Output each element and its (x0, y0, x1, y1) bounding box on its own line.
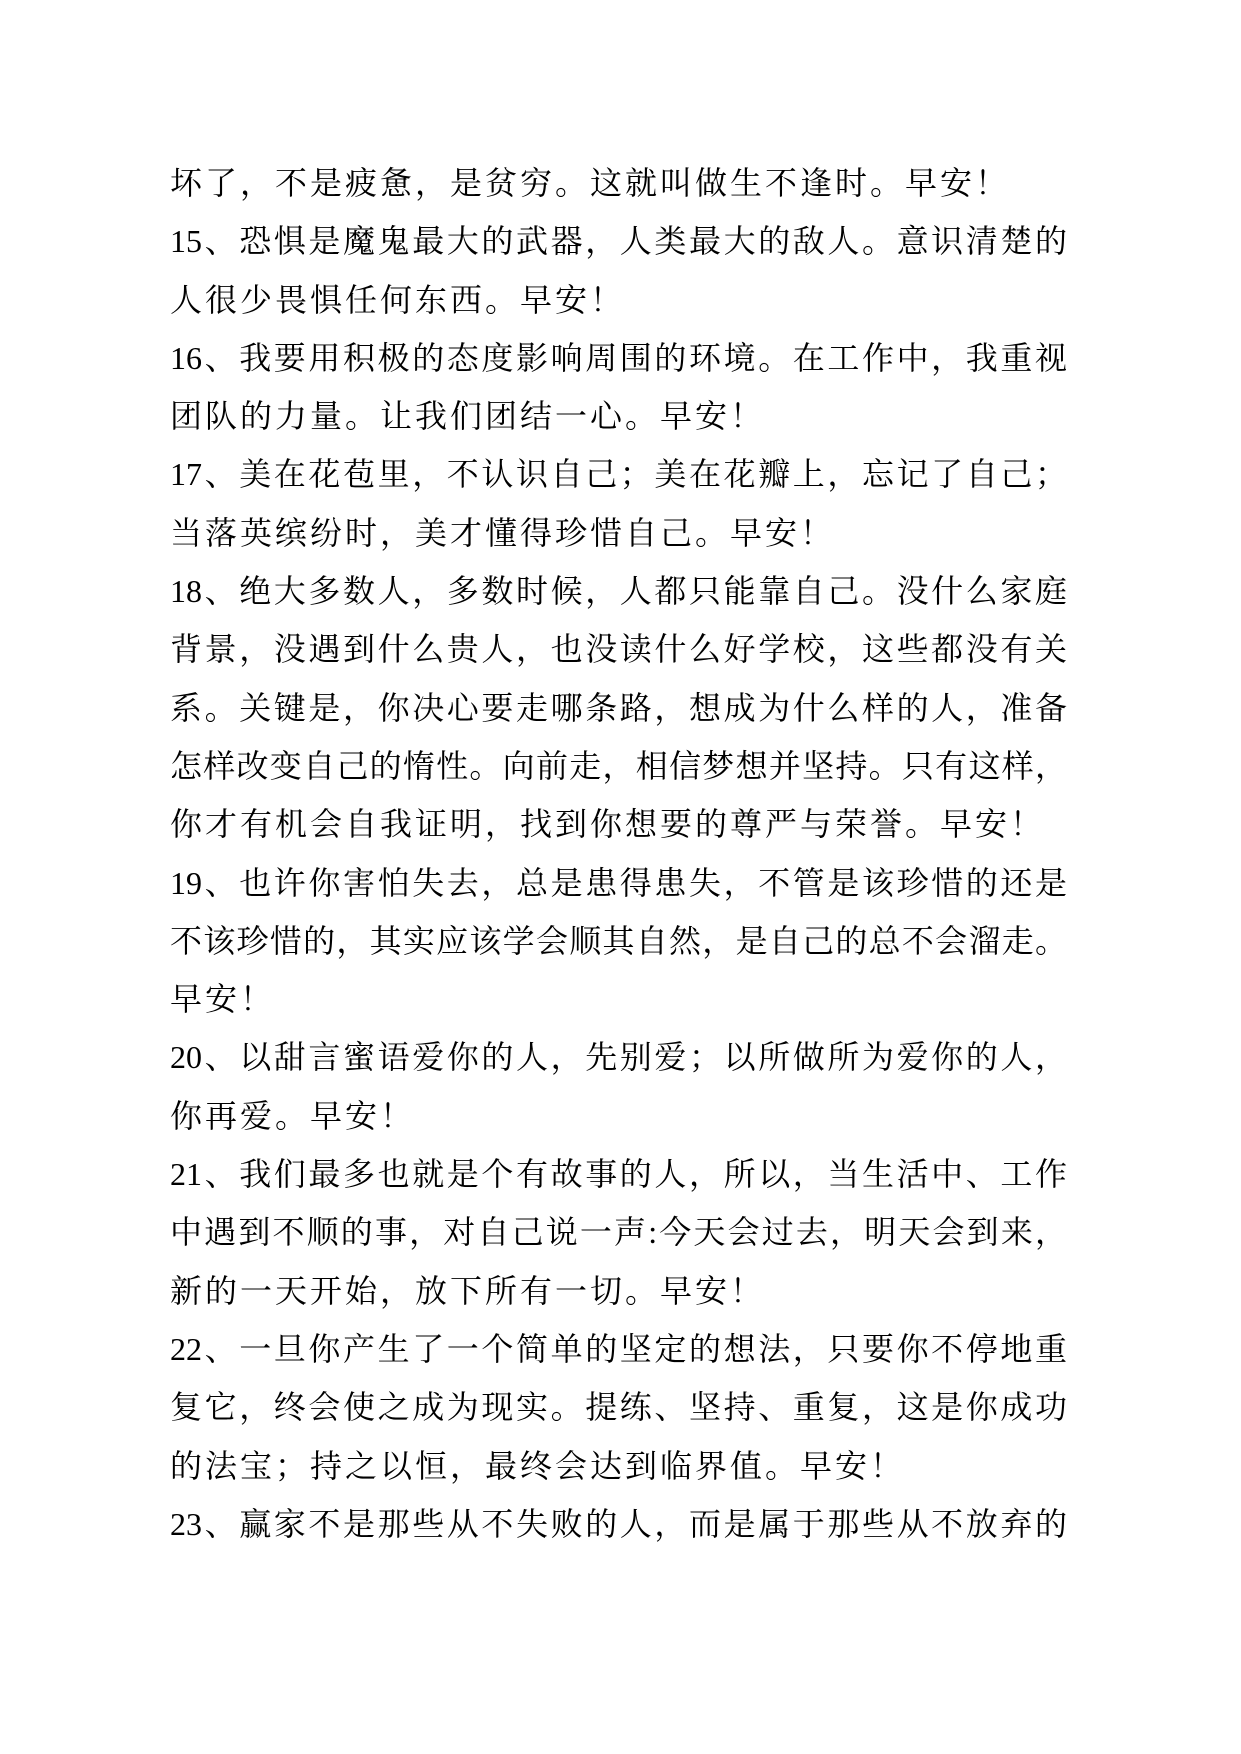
text-line: 不该珍惜的，其实应该学会顺其自然，是自己的总不会溜走。 (170, 922, 1067, 959)
text-line: 坏了，不是疲惫，是贫穷。这就叫做生不逢时。早安！ (170, 165, 1011, 201)
text-line: 22、一旦你产生了一个简单的坚定的想法，只要你不停地重 (170, 1330, 1067, 1367)
text-line: 20、以甜言蜜语爱你的人，先别爱；以所做所为爱你的人， (170, 1039, 1067, 1076)
text-line: 15、恐惧是魔鬼最大的武器，人类最大的敌人。意识清楚的 (170, 223, 1067, 260)
text-line: 你才有机会自我证明，找到你想要的尊严与荣誉。早安！ (170, 806, 1046, 843)
text-line: 23、赢家不是那些从不失败的人，而是属于那些从不放弃的 (170, 1505, 1067, 1542)
text-line: 怎样改变自己的惰性。向前走，相信梦想并坚持。只有这样， (170, 747, 1067, 784)
text-line: 人很少畏惧任何东西。早安！ (170, 281, 626, 318)
text-line: 19、也许你害怕失去，总是患得患失，不管是该珍惜的还是 (170, 864, 1067, 901)
text-line: 的法宝；持之以恒，最终会达到临界值。早安！ (170, 1447, 906, 1484)
text-line: 当落英缤纷时，美才懂得珍惜自己。早安！ (170, 514, 836, 551)
text-line: 21、我们最多也就是个有故事的人，所以，当生活中、工作 (170, 1156, 1067, 1193)
text-line: 团队的力量。让我们团结一心。早安！ (170, 398, 766, 435)
text-line: 背景，没遇到什么贵人，也没读什么好学校，这些都没有关 (170, 631, 1067, 668)
text-line: 复它，终会使之成为现实。提练、坚持、重复，这是你成功 (170, 1389, 1067, 1426)
text-line: 17、美在花苞里，不认识自己；美在花瓣上，忘记了自己； (170, 456, 1067, 493)
text-line: 你再爱。早安！ (170, 1097, 416, 1134)
text-line: 系。关键是，你决心要走哪条路，想成为什么样的人，准备 (170, 689, 1067, 726)
text-line: 16、我要用积极的态度影响周围的环境。在工作中，我重视 (170, 339, 1067, 376)
document-text-block (170, 154, 1067, 1553)
text-line: 新的一天开始，放下所有一切。早安！ (170, 1272, 766, 1309)
text-line: 早安！ (170, 981, 276, 1018)
text-line: 中遇到不顺的事，对自己说一声:今天会过去，明天会到来， (170, 1214, 1067, 1251)
text-line: 18、绝大多数人，多数时候，人都只能靠自己。没什么家庭 (170, 573, 1067, 610)
